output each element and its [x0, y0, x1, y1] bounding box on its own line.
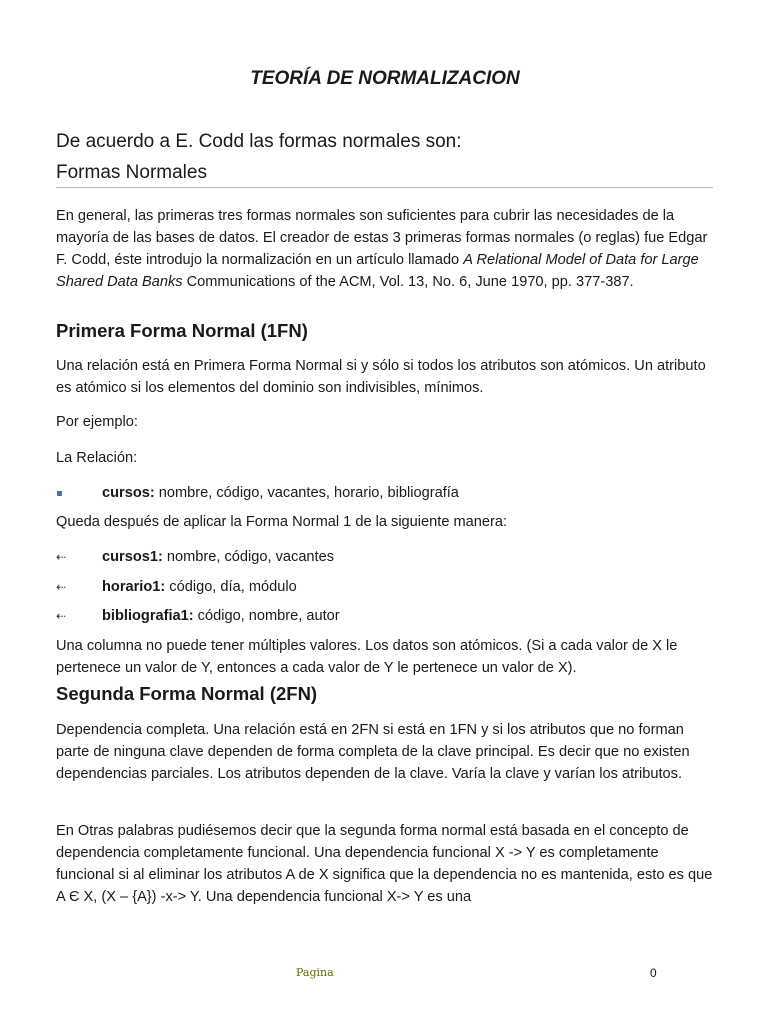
- list-item-value: nombre, código, vacantes, horario, bibliografía: [154, 485, 459, 501]
- general-paragraph: [56, 205, 714, 293]
- footer-page-label: Pagina: [296, 966, 334, 979]
- general-text-after: Communications of the ACM, Vol. 13, No. 6, June 1970, pp. 377-387.: [182, 274, 634, 290]
- document-title: TEORÍA DE NORMALIZACION: [250, 68, 520, 89]
- heading-1fn: Primera Forma Normal (1FN): [56, 320, 308, 341]
- relation-label: La Relación:: [56, 450, 138, 466]
- example-label: Por ejemplo:: [56, 414, 138, 430]
- heading-2fn: Segunda Forma Normal (2FN): [56, 683, 318, 704]
- subheading: Formas Normales: [56, 162, 207, 183]
- intro-line: De acuerdo a E. Codd las formas normales son:: [56, 131, 462, 152]
- after-label: Queda después de aplicar la Forma Normal 1 de la siguiente manera:: [56, 514, 508, 530]
- list-item-value: código, día, módulo: [165, 579, 297, 595]
- paragraph-1fn-definition: Una relación está en Primera Forma Normal si y sólo si todos los atributos son atómicos. Un atributo es atómico si los elementos del dominio son indivisibles, mínimos.: [56, 358, 706, 396]
- list-item-term: cursos:: [102, 485, 155, 501]
- list-item-value: nombre, código, vacantes: [162, 549, 335, 565]
- document-page: [56, 0, 714, 1024]
- general-text-before: En general, las primeras tres formas normales son suficientes para cubrir las necesidades de la mayoría de las bases de datos. El creador de estas 3 primeras formas normales (o reglas) fue Edgar F. Codd, éste introdujo la normalización en un artículo llamado: [56, 208, 708, 268]
- list-item-term: cursos1:: [102, 549, 163, 565]
- list-item-value: código, nombre, autor: [193, 608, 340, 624]
- paragraph-2fn-definition: Dependencia completa. Una relación está en 2FN si está en 1FN y si los atributos que no forman parte de ninguna clave dependen de forma completa de la clave principal. Es decir que no existen dependencias parciales. Los atributos dependen de la clave. Varía la clave y varían los atributos.: [56, 722, 690, 782]
- arrow-left-icon: ⇠: [56, 580, 67, 594]
- arrow-left-icon: ⇠: [56, 609, 67, 623]
- article-title: A Relational Model of Data for Large Shared Data Banks: [56, 252, 699, 290]
- list-item-term: horario1:: [102, 579, 166, 595]
- paragraph-1fn-atomic: Una columna no puede tener múltiples valores. Los datos son atómicos. (Si a cada valor de X le pertenece un valor de Y, entonces a cada valor de Y le pertenece un valor de X).: [56, 638, 678, 676]
- divider: [56, 187, 713, 188]
- paragraph-2fn-functional: En Otras palabras pudiésemos decir que la segunda forma normal está basada en el concepto de dependencia completamente funcional. Una dependencia funcional X -> Y es completamente funcional si al eliminar los atributos A de X significa que la dependencia no es mantenida, esto es que A Є X, (X – {A}) -x-> Y. Una dependencia funcional X-> Y es una: [56, 823, 713, 905]
- list-item-term: bibliografia1:: [102, 608, 194, 624]
- bullet-square-icon: [57, 491, 62, 496]
- footer-page-number: 0: [650, 966, 657, 980]
- arrow-left-icon: ⇠: [56, 550, 67, 564]
